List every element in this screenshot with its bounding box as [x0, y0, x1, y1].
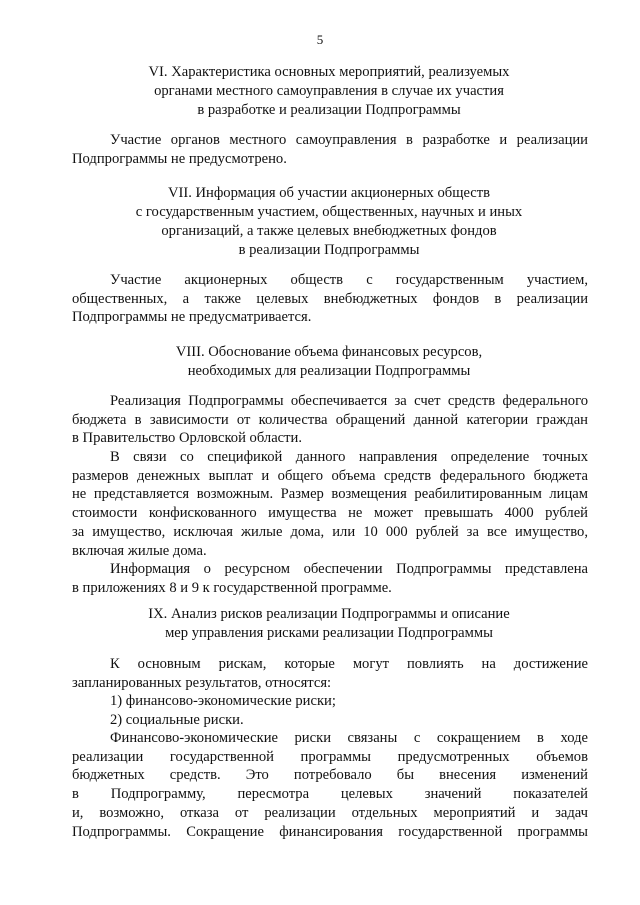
- section-8-paragraph-1: [72, 392, 588, 448]
- text-line: в приложениях 8 и 9 к государственной программе.: [72, 579, 392, 596]
- section-9-paragraph-2: [72, 729, 588, 841]
- text-line: Участие акционерных обществ с государственным участием,: [110, 272, 588, 288]
- text-line: запланированных результатов, относятся:: [72, 674, 332, 691]
- heading-line: мер управления рисками реализации Подпрограммы: [165, 625, 493, 641]
- heading-line: VII. Информация об участии акционерных обществ: [167, 185, 491, 201]
- heading-line: в разработке и реализации Подпрограммы: [197, 102, 461, 118]
- section-6-heading: [70, 63, 588, 120]
- text-line: К основным рискам, которые могут повлиять на достижение: [110, 656, 588, 672]
- list-item: 2) социальные риски.: [110, 712, 244, 729]
- text-line: В связи со спецификой данного направления определение точных: [110, 449, 588, 465]
- list-item: 1) финансово-экономические риски;: [110, 693, 336, 710]
- heading-line: органами местного самоуправления в случае их участия: [154, 83, 504, 99]
- text-line: размеров денежных выплат и общего объема средств федерального бюджета: [72, 467, 588, 484]
- section-7-heading: [70, 184, 588, 260]
- section-8-heading: [70, 343, 588, 381]
- section-8-paragraph-2: [72, 448, 588, 560]
- section-8-paragraph-3: [72, 560, 588, 597]
- text-line: Реализация Подпрограммы обеспечивается за счет средств федерального: [110, 393, 588, 409]
- heading-line: VIII. Обоснование объема финансовых ресурсов,: [175, 344, 483, 360]
- text-line: Участие органов местного самоуправления в разработке и реализации: [110, 132, 588, 148]
- text-line: и, возможно, отказа от реализации отдельных мероприятий и задач: [72, 804, 588, 821]
- text-line: за имущество, исключая жилые дома, или 10 000 рублей за все имущество,: [72, 523, 588, 540]
- heading-line: необходимых для реализации Подпрограммы: [187, 363, 471, 379]
- heading-line: организаций, а также целевых внебюджетных фондов: [161, 223, 497, 239]
- heading-line: с государственным участием, общественных, научных и иных: [135, 204, 523, 220]
- heading-line: IX. Анализ рисков реализации Подпрограммы и описание: [148, 606, 510, 622]
- text-line: в Подпрограмму, пересмотра целевых значений показателей: [72, 786, 588, 803]
- text-line: бюджетных средств. Это потребовало бы внесения изменений: [72, 767, 588, 784]
- text-line: бюджета в зависимости от количества обращений данной категории граждан: [72, 411, 588, 428]
- section-9-paragraph-1: [72, 655, 588, 730]
- text-line: Подпрограммы. Сокращение финансирования государственной программы: [72, 823, 588, 840]
- text-line: Подпрограммы не предусматривается.: [72, 309, 312, 326]
- text-line: Информация о ресурсном обеспечении Подпрограммы представлена: [110, 561, 588, 577]
- text-line: стоимости конфискованного имущества не может превышать 4000 рублей: [72, 505, 588, 522]
- section-9-heading: [70, 605, 588, 643]
- page-number: 5: [316, 32, 324, 47]
- section-7-paragraph: [72, 271, 588, 327]
- text-line: общественных, а также целевых внебюджетных фондов в реализации: [72, 290, 588, 307]
- text-line: Подпрограммы не предусмотрено.: [72, 150, 287, 167]
- text-line: реализации государственной программы предусмотренных объемов: [72, 748, 588, 765]
- text-line: включая жилые дома.: [72, 542, 207, 559]
- section-6-paragraph: [72, 131, 588, 168]
- text-line: Финансово-экономические риски связаны с сокращением в ходе: [110, 730, 588, 746]
- heading-line: в реализации Подпрограммы: [238, 242, 420, 258]
- heading-line: VI. Характеристика основных мероприятий, реализуемых: [148, 64, 510, 80]
- text-line: не представляется возможным. Размер возмещения реабилитированным лицам: [72, 486, 588, 503]
- text-line: в Правительство Орловской области.: [72, 430, 302, 447]
